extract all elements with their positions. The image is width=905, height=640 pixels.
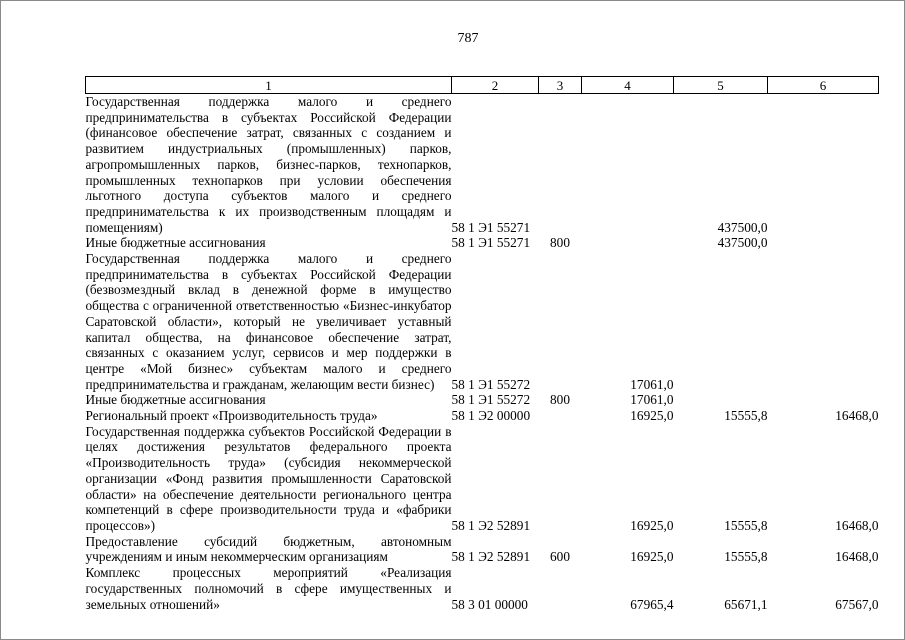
table-header-row bbox=[86, 77, 879, 94]
header-cell-1: 1 bbox=[86, 77, 452, 94]
row-amount-cell-1: 16925,0 bbox=[630, 549, 674, 565]
table-body bbox=[86, 94, 879, 613]
row-name-cell: Государственная поддержка субъектов Российской Федерации в целях достижения результатов федерального проекта «Производительность труда» (субсидия некоммерческой организации «Фонд развития промышленности Саратовской области» на обеспечение деятельности регионального центра компетенций в сфере производительности труда и «фабрики процессов») bbox=[85, 423, 452, 533]
row-amount-cell-2: 15555,8 bbox=[724, 549, 768, 565]
row-vr-cell: 800 bbox=[550, 392, 570, 408]
row-amount-cell-1 bbox=[582, 94, 674, 236]
row-vr-cell bbox=[539, 94, 582, 236]
row-name-cell: Государственная поддержка малого и среднего предпринимательства в субъектах Российской Федерации (финансовое обеспечение затрат, связанных с созданием и развитием индустриальных (промышленных) парков, агропромышленных парков, бизнес-парков, технопарков, промышленных технопарков при условии обеспечения льготного доступа субъектов малого и среднего предпринимательства к их производственным площадям и помещениям) bbox=[85, 94, 452, 235]
row-vr-cell: 800 bbox=[550, 235, 570, 251]
row-name-cell: Комплекс процессных мероприятий «Реализация государственных полномочий в сфере имущественных и земельных отношений» bbox=[85, 565, 452, 612]
row-vr-cell bbox=[539, 251, 582, 392]
row-code-cell: 58 1 Э1 55271 bbox=[451, 235, 531, 251]
table-row bbox=[86, 392, 879, 408]
row-code-cell: 58 1 Э1 55271 bbox=[451, 219, 531, 235]
row-amount-cell-1 bbox=[582, 235, 674, 251]
row-amount-cell-3 bbox=[768, 235, 879, 251]
table-header bbox=[86, 77, 879, 94]
header-cell-5: 5 bbox=[674, 77, 768, 94]
row-name-cell: Иные бюджетные ассигнования bbox=[85, 235, 266, 251]
row-vr-cell bbox=[539, 408, 582, 424]
header-cell-6: 6 bbox=[768, 77, 879, 94]
budget-table bbox=[85, 76, 879, 612]
row-vr-cell bbox=[539, 424, 582, 534]
table-row bbox=[86, 94, 879, 236]
row-amount-cell-1: 16925,0 bbox=[630, 517, 674, 533]
row-name-cell: Государственная поддержка малого и среднего предпринимательства в субъектах Российской Федерации (безвозмездный вклад в денежной форме в имущество общества с ограниченной ответственностью «Бизнес-инкубатор Саратовской области», который не увеличивает уставный капитал общества, на финансовое обеспечение затрат, связанных с оказанием услуг, сервисов и мер поддержки в центре «Мой бизнес» субъектам малого и среднего предпринимательства и гражданам, желающим вести бизнес) bbox=[85, 251, 452, 392]
row-amount-cell-1: 16925,0 bbox=[630, 408, 674, 424]
table-row bbox=[86, 565, 879, 612]
row-amount-cell-2: 437500,0 bbox=[717, 235, 768, 251]
row-amount-cell-3 bbox=[768, 392, 879, 408]
page-number: 787 bbox=[457, 31, 479, 46]
row-code-cell: 58 1 Э1 55272 bbox=[451, 376, 531, 392]
table-row bbox=[86, 251, 879, 392]
row-amount-cell-3 bbox=[768, 94, 879, 236]
row-amount-cell-1: 17061,0 bbox=[630, 392, 674, 408]
row-vr-cell bbox=[539, 565, 582, 612]
row-amount-cell-3: 16468,0 bbox=[835, 408, 879, 424]
table-row bbox=[86, 235, 879, 251]
row-amount-cell-2: 15555,8 bbox=[724, 408, 768, 424]
row-amount-cell-3: 16468,0 bbox=[835, 517, 879, 533]
row-code-cell: 58 1 Э2 52891 bbox=[451, 517, 531, 533]
table-row bbox=[86, 424, 879, 534]
header-cell-2: 2 bbox=[452, 77, 539, 94]
row-name-cell: Региональный проект «Производительность труда» bbox=[85, 408, 378, 424]
header-cell-4: 4 bbox=[582, 77, 674, 94]
row-code-cell: 58 1 Э2 52891 bbox=[451, 549, 531, 565]
row-code-cell: 58 1 Э2 00000 bbox=[451, 408, 531, 424]
row-name-cell: Иные бюджетные ассигнования bbox=[85, 392, 266, 408]
table-row bbox=[86, 534, 879, 565]
row-amount-cell-3 bbox=[768, 251, 879, 392]
row-amount-cell-1: 17061,0 bbox=[630, 376, 674, 392]
row-code-cell: 58 3 01 00000 bbox=[451, 596, 528, 612]
row-amount-cell-2 bbox=[674, 392, 768, 408]
row-amount-cell-2: 15555,8 bbox=[724, 517, 768, 533]
row-amount-cell-1: 67965,4 bbox=[630, 596, 674, 612]
row-code-cell: 58 1 Э1 55272 bbox=[451, 392, 531, 408]
row-amount-cell-2: 437500,0 bbox=[717, 219, 768, 235]
table-row bbox=[86, 408, 879, 424]
row-amount-cell-3: 16468,0 bbox=[835, 549, 879, 565]
row-amount-cell-3: 67567,0 bbox=[835, 596, 879, 612]
header-cell-3: 3 bbox=[539, 77, 582, 94]
row-amount-cell-2 bbox=[674, 251, 768, 392]
row-vr-cell: 600 bbox=[550, 549, 570, 565]
row-amount-cell-2: 65671,1 bbox=[724, 596, 768, 612]
row-name-cell: Предоставление субсидий бюджетным, автономным учреждениям и иным некоммерческим организациям bbox=[85, 533, 452, 565]
